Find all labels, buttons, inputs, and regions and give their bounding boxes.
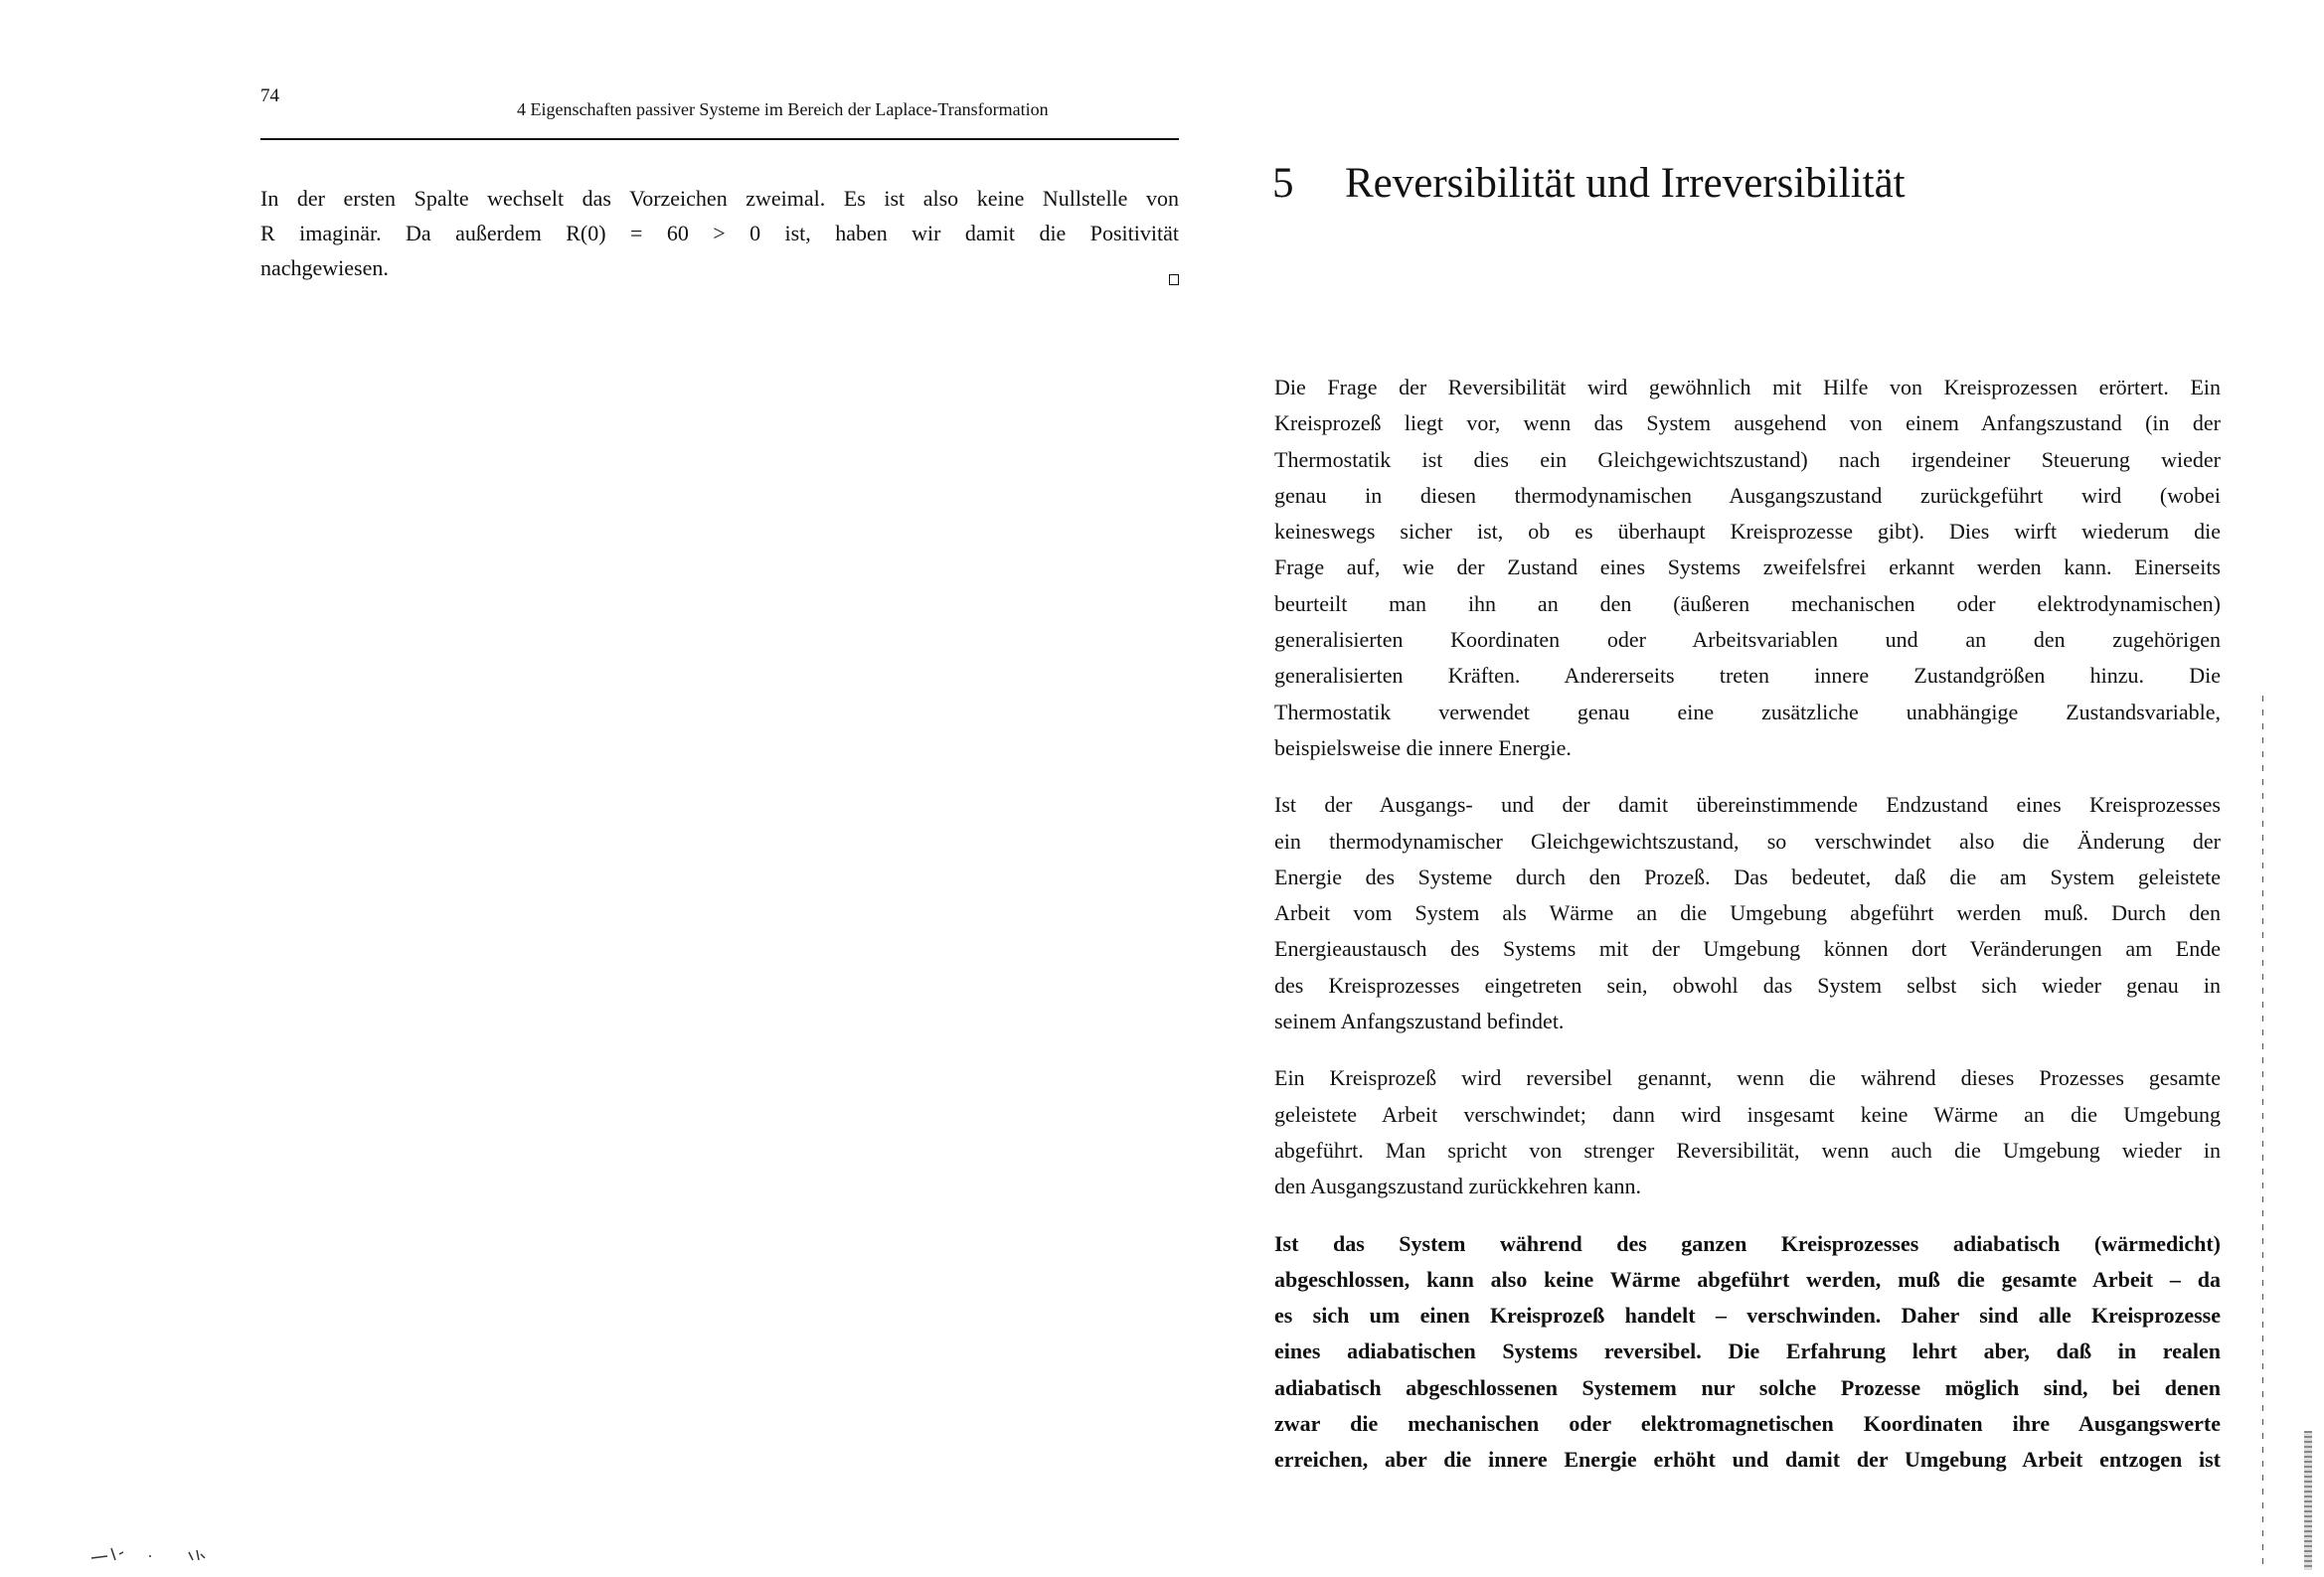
chapter-heading <box>1272 159 1906 208</box>
header-rule <box>260 138 1179 140</box>
text-line: keineswegs sicher ist, ob es überhaupt Kreisprozesse gibt). Dies wirft wiederum die <box>1274 519 2221 545</box>
text-line: Thermostatik verwendet genau eine zusätzliche unabhängige Zustandsvariable, <box>1274 699 2221 724</box>
text-line: Ein Kreisprozeß wird reversibel genannt, wenn die während dieses Prozesses gesamte <box>1274 1065 2221 1091</box>
text-line: R imaginär. Da außerdem R(0) = 60 > 0 ist, haben wir damit die Positivität <box>260 221 1179 245</box>
text-line: Kreisprozeß liegt vor, wenn das System ausgehend von einem Anfangszustand (in der <box>1274 410 2221 436</box>
text-line: adiabatisch abgeschlossenen Systemem nur solche Prozesse möglich sind, bei denen <box>1274 1374 2221 1400</box>
text-line: genau in diesen thermodynamischen Ausgangszustand zurückgeführt wird (wobei <box>1274 482 2221 508</box>
paragraph <box>1274 1226 2221 1479</box>
text-line: generalisierten Kräften. Andererseits treten innere Zustandgrößen hinzu. Die <box>1274 663 2221 689</box>
text-line: den Ausgangszustand zurückkehren kann. <box>1274 1174 1642 1199</box>
text-line: seinem Anfangszustand befindet. <box>1274 1009 1565 1034</box>
chapter-body <box>1274 370 2221 1499</box>
text-line: Energieaustausch des Systems mit der Umgebung können dort Veränderungen am Ende <box>1274 936 2221 962</box>
text-line: erreichen, aber die innere Energie erhöht und damit der Umgebung Arbeit entzogen ist <box>1274 1447 2221 1473</box>
text-line: Ist der Ausgangs- und der damit übereinstimmende Endzustand eines Kreisprozesses <box>1274 792 2221 818</box>
text-line: Energie des Systeme durch den Prozeß. Das bedeutet, daß die am System geleistete <box>1274 864 2221 889</box>
scan-edge-line <box>2262 696 2263 1570</box>
text-line: nachgewiesen. <box>260 255 389 280</box>
text-line: des Kreisprozesses eingetreten sein, obwohl das System selbst sich wieder genau in <box>1274 972 2221 998</box>
right-page <box>1163 0 2324 1577</box>
left-page-text <box>260 181 1179 285</box>
text-line: Arbeit vom System als Wärme an die Umgebung abgeführt werden muß. Durch den <box>1274 900 2221 926</box>
text-line: beispielsweise die innere Energie. <box>1274 734 1572 760</box>
text-line: Thermostatik ist dies ein Gleichgewichtszustand) nach irgendeiner Steuerung wieder <box>1274 446 2221 472</box>
scan-edge-strip <box>2304 1431 2312 1570</box>
paragraph <box>1274 1060 2221 1204</box>
text-line: es sich um einen Kreisprozeß handelt – verschwinden. Daher sind alle Kreisprozesse <box>1274 1303 2221 1329</box>
text-line: Die Frage der Reversibilität wird gewöhnlich mit Hilfe von Kreisprozessen erörtert. Ein <box>1274 375 2221 399</box>
text-line: eines adiabatischen Systems reversibel. Die Erfahrung lehrt aber, daß in realen <box>1274 1339 2221 1364</box>
text-line: geleistete Arbeit verschwindet; dann wird insgesamt keine Wärme an die Umgebung <box>1274 1101 2221 1127</box>
text-line: zwar die mechanischen oder elektromagnetischen Koordinaten ihre Ausgangswerte <box>1274 1411 2221 1437</box>
text-line: generalisierten Koordinaten oder Arbeitsvariablen und an den zugehörigen <box>1274 627 2221 653</box>
scan-noise-icon <box>89 1538 239 1562</box>
text-line: abgeführt. Man spricht von strenger Reversibilität, wenn auch die Umgebung wieder in <box>1274 1137 2221 1163</box>
paragraph <box>1274 370 2221 766</box>
chapter-title: Reversibilität und Irreversibilität <box>1345 160 1906 207</box>
text-line: In der ersten Spalte wechselt das Vorzeichen zweimal. Es ist also keine Nullstelle von <box>260 186 1179 211</box>
text-line: ein thermodynamischer Gleichgewichtszustand, so verschwindet also die Änderung der <box>1274 828 2221 854</box>
text-line: beurteilt man ihn an den (äußeren mechanischen oder elektrodynamischen) <box>1274 590 2221 616</box>
text-line: abgeschlossen, kann also keine Wärme abgeführt werden, muß die gesamte Arbeit – da <box>1274 1266 2221 1292</box>
chapter-number: 5 <box>1272 160 1294 207</box>
running-head: 4 Eigenschaften passiver Systeme im Bereich der Laplace-Transformation <box>517 99 1049 119</box>
text-line: Ist das System während des ganzen Kreisprozesses adiabatisch (wärmedicht) <box>1274 1230 2221 1256</box>
text-line: Frage auf, wie der Zustand eines Systems zweifelsfrei erkannt werden kann. Einerseits <box>1274 554 2221 580</box>
paragraph <box>1274 787 2221 1039</box>
page-number: 74 <box>260 85 279 106</box>
